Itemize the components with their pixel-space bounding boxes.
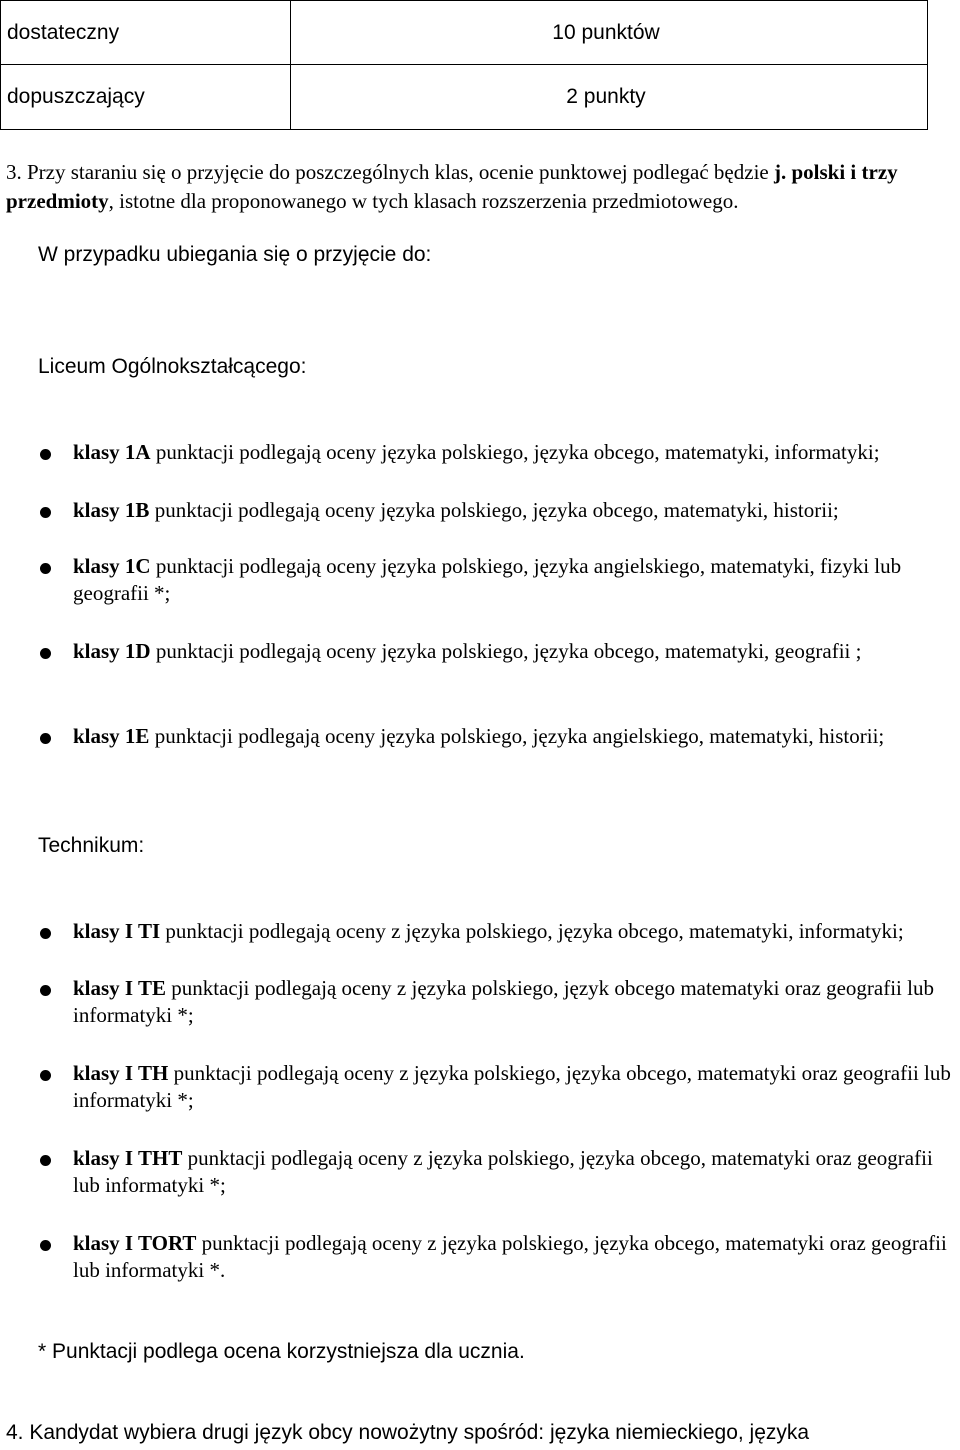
intro-text: W przypadku ubiegania się o przyjęcie do: xyxy=(38,243,432,266)
bullet-icon xyxy=(40,928,51,939)
bullet-icon xyxy=(40,507,51,518)
table-row xyxy=(1,1,928,65)
bullet-icon xyxy=(40,985,51,996)
grade-name: dostateczny xyxy=(1,1,291,65)
table-row xyxy=(1,65,928,130)
bold-subjects: j. polski i trzy przedmioty xyxy=(6,160,898,213)
grades-table xyxy=(0,0,928,130)
paragraph-point-3: 3. Przy staraniu się o przyjęcie do poszczególnych klas, ocenie punktowej podlegać będzie j. polski i trzy przedmioty, istotne dla proponowanego w tych klasach rozszerzenia przedmiotowego. xyxy=(6,160,898,213)
bullet-icon xyxy=(40,563,51,574)
paragraph-point-4: 4. Kandydat wybiera drugi język obcy nowożytny spośród: języka niemieckiego, języka xyxy=(6,1421,810,1444)
grade-points: 2 punkty xyxy=(566,85,646,108)
grade-points: 10 punktów xyxy=(552,20,660,44)
bullet-icon xyxy=(40,1070,51,1081)
liceum-heading: Liceum Ogólnokształcącego: xyxy=(38,355,307,378)
footnote: * Punktacji podlega ocena korzystniejsza dla ucznia. xyxy=(38,1340,525,1363)
bullet-icon xyxy=(40,449,51,460)
grade-name: dopuszczający xyxy=(1,65,291,130)
bullet-icon xyxy=(40,1155,51,1166)
technikum-heading: Technikum: xyxy=(38,834,145,857)
bullet-icon xyxy=(40,733,51,744)
bullet-icon xyxy=(40,648,51,659)
bullet-icon xyxy=(40,1240,51,1251)
